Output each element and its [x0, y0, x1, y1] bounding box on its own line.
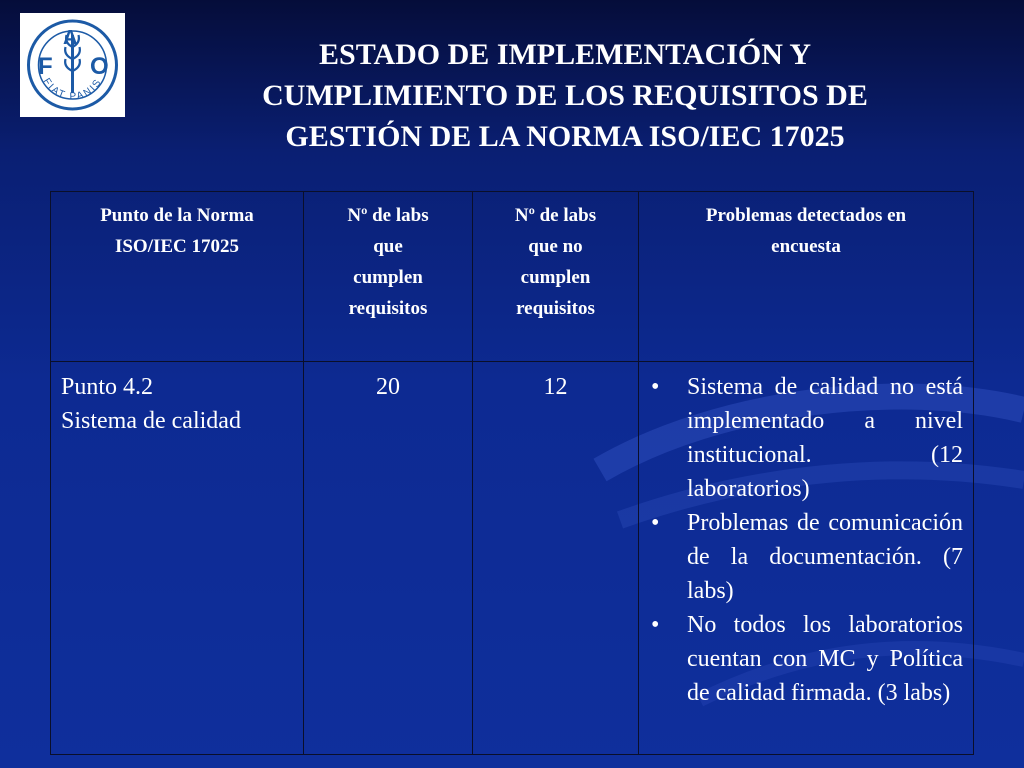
- cell-standard-point: [51, 362, 304, 755]
- bullet-icon: •: [651, 510, 660, 536]
- cell-problems: [639, 362, 974, 755]
- cell-labs-not-comply: 12: [473, 362, 639, 755]
- list-item: [649, 370, 963, 506]
- header-line: requisitos: [348, 298, 428, 319]
- header-labs-comply: [304, 192, 473, 362]
- point-name: Sistema de calidad: [61, 408, 241, 434]
- table-row: [51, 362, 974, 755]
- header-line: ISO/IEC 17025: [114, 236, 240, 257]
- list-item: [649, 608, 963, 710]
- header-line: Nº de labs: [347, 205, 429, 226]
- requirements-table: [50, 191, 974, 755]
- point-number: Punto 4.2: [61, 374, 154, 400]
- header-line: que no: [528, 236, 583, 257]
- header-line: que: [373, 236, 403, 257]
- fao-emblem-icon: [20, 13, 125, 117]
- header-line: encuesta: [771, 236, 841, 257]
- fao-logo: [20, 13, 125, 117]
- header-line: requisitos: [516, 298, 595, 319]
- title-line: CUMPLIMIENTO DE LOS REQUISITOS DE: [262, 79, 868, 112]
- header-problems: [639, 192, 974, 362]
- title-line: ESTADO DE IMPLEMENTACIÓN Y: [319, 38, 811, 71]
- logo-letter-f: F: [38, 53, 53, 80]
- list-item: [649, 506, 963, 608]
- header-line: Nº de labs: [514, 205, 597, 226]
- logo-letter-o: O: [90, 53, 109, 80]
- bullet-icon: •: [651, 374, 660, 400]
- logo-motto: FIAT PANIS: [40, 76, 105, 103]
- header-line: Punto de la Norma: [100, 205, 254, 226]
- bullet-icon: •: [651, 612, 660, 638]
- logo-letter-a: A: [63, 27, 78, 49]
- problems-list: [649, 370, 963, 710]
- header-standard-point: [51, 192, 304, 362]
- header-line: cumplen: [353, 267, 423, 288]
- problem-text: No todos los laboratorios cuentan con MC y Política de calidad firmada. (3 labs): [687, 612, 963, 706]
- table-header-row: [51, 192, 974, 362]
- header-line: Problemas detectados en: [705, 205, 907, 226]
- problem-text: Sistema de calidad no está implementado a nivel institucional. (12 laboratorios): [687, 374, 963, 502]
- cell-labs-comply: 20: [304, 362, 473, 755]
- header-labs-not-comply: [473, 192, 639, 362]
- page-title: [150, 34, 980, 157]
- title-line: GESTIÓN DE LA NORMA ISO/IEC 17025: [285, 120, 845, 153]
- problem-text: Problemas de comunicación de la documentación. (7 labs): [687, 510, 963, 604]
- header-line: cumplen: [520, 267, 591, 288]
